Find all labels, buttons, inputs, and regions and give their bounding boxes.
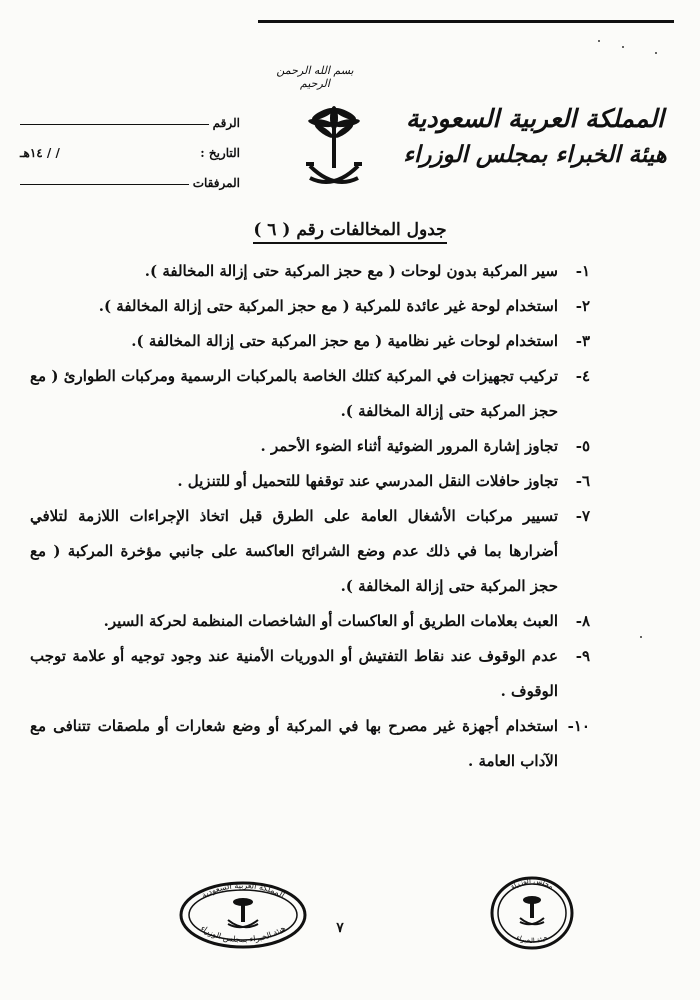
item-text: عدم الوقوف عند نقاط التفتيش أو الدوريات الأمنية عند وجود توجيه أو علامة توجب الوقوف . — [30, 647, 558, 700]
table-title-text: جدول المخالفات رقم ( ٦ ) — [253, 220, 446, 244]
item-text: استخدام لوحة غير عائدة للمركبة ( مع حجز المركبة حتى إزالة المخالفة ). — [98, 297, 558, 315]
item-text: تجاوز حافلات النقل المدرسي عند توقفها للتحميل أو للتنزيل . — [177, 472, 558, 490]
basmala: بسم الله الرحمن الرحيم — [276, 64, 354, 90]
list-item — [30, 464, 590, 499]
seal-left-bottom-text: هيئة الخبراء بمجلس الوزراء — [198, 923, 288, 945]
list-item — [30, 604, 590, 639]
ref-number-label: الرقم — [212, 116, 240, 130]
page-number: ٧ — [336, 920, 344, 936]
scan-speck — [622, 46, 624, 48]
item-text: تركيب تجهيزات في المركبة كتلك الخاصة بالمركبات الرسمية ومركبات الطوارئ ( مع حجز المركبة حتى إزالة المخالفة ). — [30, 367, 558, 420]
letterhead-country: المملكة العربية السعودية — [405, 104, 665, 133]
item-number: ٤- — [575, 367, 590, 385]
ref-date-value: / / ١٤هـ — [20, 146, 60, 160]
item-number: ٣- — [575, 332, 590, 350]
item-text: استخدام لوحات غير نظامية ( مع حجز المركبة حتى إزالة المخالفة ). — [131, 332, 558, 350]
ref-date-row — [20, 130, 240, 160]
violations-list — [30, 254, 590, 779]
seal-right-bottom-text: هيئة الخبراء — [514, 933, 550, 946]
scan-speck — [598, 40, 600, 42]
scan-speck — [655, 52, 657, 54]
item-text: تجاوز إشارة المرور الضوئية أثناء الضوء الأحمر . — [260, 437, 558, 455]
list-item — [30, 639, 590, 709]
ref-attachments-line — [20, 183, 189, 185]
list-item — [30, 289, 590, 324]
seal-left-top-text: المملكة العربية السعودية — [199, 880, 287, 901]
list-item — [30, 709, 590, 779]
ref-date-label: التاريخ : — [200, 146, 240, 160]
item-text: استخدام أجهزة غير مصرح بها في المركبة أو وضع شعارات أو ملصقات تتنافى مع الآداب العامة . — [30, 717, 558, 770]
letterhead-agency: هيئة الخبراء بمجلس الوزراء — [403, 141, 667, 168]
list-item — [30, 254, 590, 289]
item-number: ٩- — [575, 647, 590, 665]
list-item — [30, 324, 590, 359]
palm-swords-emblem-icon — [304, 98, 364, 198]
item-text: العبث بعلامات الطريق أو العاكسات أو الشاخصات المنظمة لحركة السير. — [103, 612, 558, 630]
item-text: سير المركبة بدون لوحات ( مع حجز المركبة حتى إزالة المخالفة ). — [144, 262, 558, 280]
svg-text:هيئة الخبراء — [515, 933, 549, 945]
item-text: تسيير مركبات الأشغال العامة على الطرق قبل اتخاذ الإجراءات اللازمة لتلافي أضرارها بما في ذلك عدم وضع الشرائح العاكسة على جانبي مؤخرة المركبة ( مع حجز المركبة حتى إزالة المخالفة ). — [30, 507, 558, 595]
ref-attachments-label: المرفقات — [192, 176, 240, 190]
top-rule — [258, 20, 674, 23]
seal-right-top-text: مجلس الوزراء — [509, 876, 555, 891]
item-number: ١- — [575, 262, 590, 280]
ref-number-row — [20, 100, 240, 130]
svg-text:مجلس الوزراء — [509, 877, 555, 891]
item-number: ٥- — [575, 437, 590, 455]
item-number: ٢- — [575, 297, 590, 315]
table-title — [150, 220, 550, 240]
official-seal-right-icon — [490, 876, 574, 950]
official-seal-left-icon — [178, 880, 308, 950]
item-number: ٦- — [575, 472, 590, 490]
list-item — [30, 499, 590, 604]
list-item — [30, 429, 590, 464]
reference-fields — [20, 100, 240, 190]
item-number: ٨- — [575, 612, 590, 630]
item-number: ٧- — [575, 507, 590, 525]
letterhead — [400, 100, 670, 172]
list-item — [30, 359, 590, 429]
ref-attachments-row — [20, 160, 240, 190]
item-number: ١٠- — [567, 717, 590, 735]
ref-number-line — [20, 123, 209, 125]
scan-speck — [640, 636, 642, 638]
